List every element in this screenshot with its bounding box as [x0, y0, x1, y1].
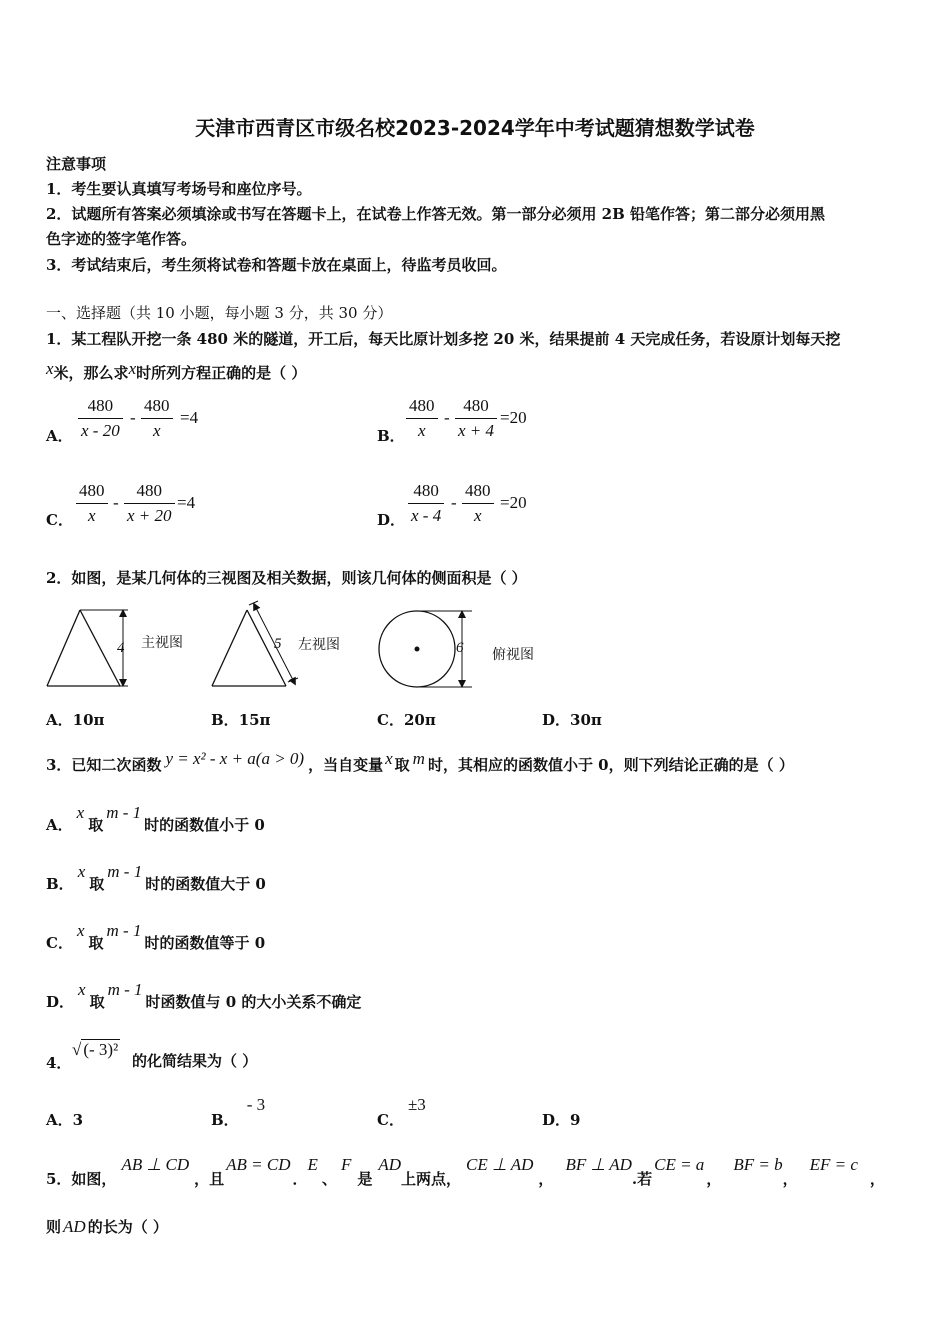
side-view [212, 601, 298, 686]
fraction: 480 x + 4 [455, 396, 497, 441]
option-a[interactable]: A．10π [46, 711, 105, 729]
q4-text: 的化简结果为（ ） [132, 1052, 258, 1070]
q3-option-d[interactable]: D．x取m - 1时函数值与 0 的大小关系不确定 [46, 980, 362, 1011]
q1-text-b: 时所列方程正确的是（ ） [136, 364, 307, 382]
q1-stem: 1．某工程队开挖一条 480 米的隧道，开工后，每天比原计划多挖 20 米，结果提前 4 天完成任务，若设原计划每天挖 [46, 330, 841, 348]
option-label[interactable]: C． [46, 511, 73, 529]
rhs: =20 [500, 493, 527, 512]
section-heading: 一、选择题（共 10 小题，每小题 3 分，共 30 分） [46, 304, 393, 322]
page-title: 天津市西青区市级名校2023-2024学年中考试题猜想数学试卷 [195, 116, 755, 140]
minus-sign: - [130, 408, 136, 427]
option-label[interactable]: A． [46, 427, 73, 445]
var-x: x [128, 359, 137, 378]
view-label: 主视图 [141, 635, 183, 651]
q5-stem: 5．如图，AB ⊥ CD，且AB = CD．E、F是AD上两点，CE ⊥ AD，BF ⊥ AD.若CE = a，BF = b，EF = c， [46, 1155, 885, 1188]
fraction: 480 x - 20 [78, 396, 123, 441]
q4-option-c[interactable]: C．±3 [377, 1095, 426, 1129]
minus-sign: - [444, 408, 450, 427]
option-label[interactable]: D． [377, 511, 406, 529]
notice-item: 1．考生要认真填写考场号和座位序号。 [46, 180, 312, 198]
q1-text-a: 米，那么求 [53, 364, 129, 382]
q4-option-d[interactable]: D．9 [542, 1111, 581, 1129]
view-label: 左视图 [298, 637, 340, 653]
fraction: 480 x + 20 [124, 481, 175, 526]
fraction: 480 x [462, 481, 494, 526]
q4-number: 4． [46, 1054, 72, 1072]
q4-option-b[interactable]: B．- 3 [211, 1095, 266, 1129]
notice-item: 色字迹的签字笔作答。 [46, 230, 197, 248]
rhs: =4 [180, 408, 199, 427]
minus-sign: - [451, 493, 457, 512]
q4-option-a[interactable]: A．3 [46, 1111, 84, 1129]
fraction: 480 x [406, 396, 438, 441]
option-b[interactable]: B．15π [211, 711, 271, 729]
sqrt-expression: √ (- 3)² [72, 1040, 119, 1059]
dimension-label: 4 [117, 640, 125, 656]
option-label[interactable]: B． [377, 427, 405, 445]
option-d[interactable]: D．30π [542, 711, 602, 729]
rhs: =4 [177, 493, 196, 512]
front-view [47, 610, 128, 686]
view-label: 俯视图 [492, 647, 534, 663]
q2-stem: 2．如图，是某几何体的三视图及相关数据，则该几何体的侧面积是（ ） [46, 569, 527, 587]
dimension-label: 6 [456, 640, 464, 656]
rhs: =20 [500, 408, 527, 427]
var-x: x [46, 359, 54, 378]
q3-option-b[interactable]: B．x取m - 1时的函数值大于 0 [46, 862, 266, 893]
q3-stem: 3．已知二次函数 y = x² - x + a(a > 0) ，当自变量 x 取 m 时，其相应的函数值小于 0，则下列结论正确的是（ ） [46, 749, 794, 774]
q5-stem-line2: 则 AD 的长为（ ） [46, 1217, 168, 1236]
fraction: 480 x [141, 396, 173, 441]
q3-option-c[interactable]: C．x取m - 1时的函数值等于 0 [46, 921, 266, 952]
notice-heading: 注意事项 [46, 155, 107, 173]
fraction: 480 x - 4 [408, 481, 444, 526]
minus-sign: - [113, 493, 119, 512]
option-c[interactable]: C．20π [377, 711, 436, 729]
q3-option-a[interactable]: A．x取m - 1时的函数值小于 0 [46, 803, 265, 834]
notice-item: 3．考试结束后，考生须将试卷和答题卡放在桌面上，待监考员收回。 [46, 256, 507, 274]
dimension-label: 5 [274, 636, 282, 652]
fraction: 480 x [76, 481, 108, 526]
notice-item: 2．试题所有答案必须填涂或书写在答题卡上，在试卷上作答无效。第一部分必须用 2B 铅笔作答；第二部分必须用黑 [46, 205, 826, 223]
q1-stem-line2 [46, 359, 307, 383]
